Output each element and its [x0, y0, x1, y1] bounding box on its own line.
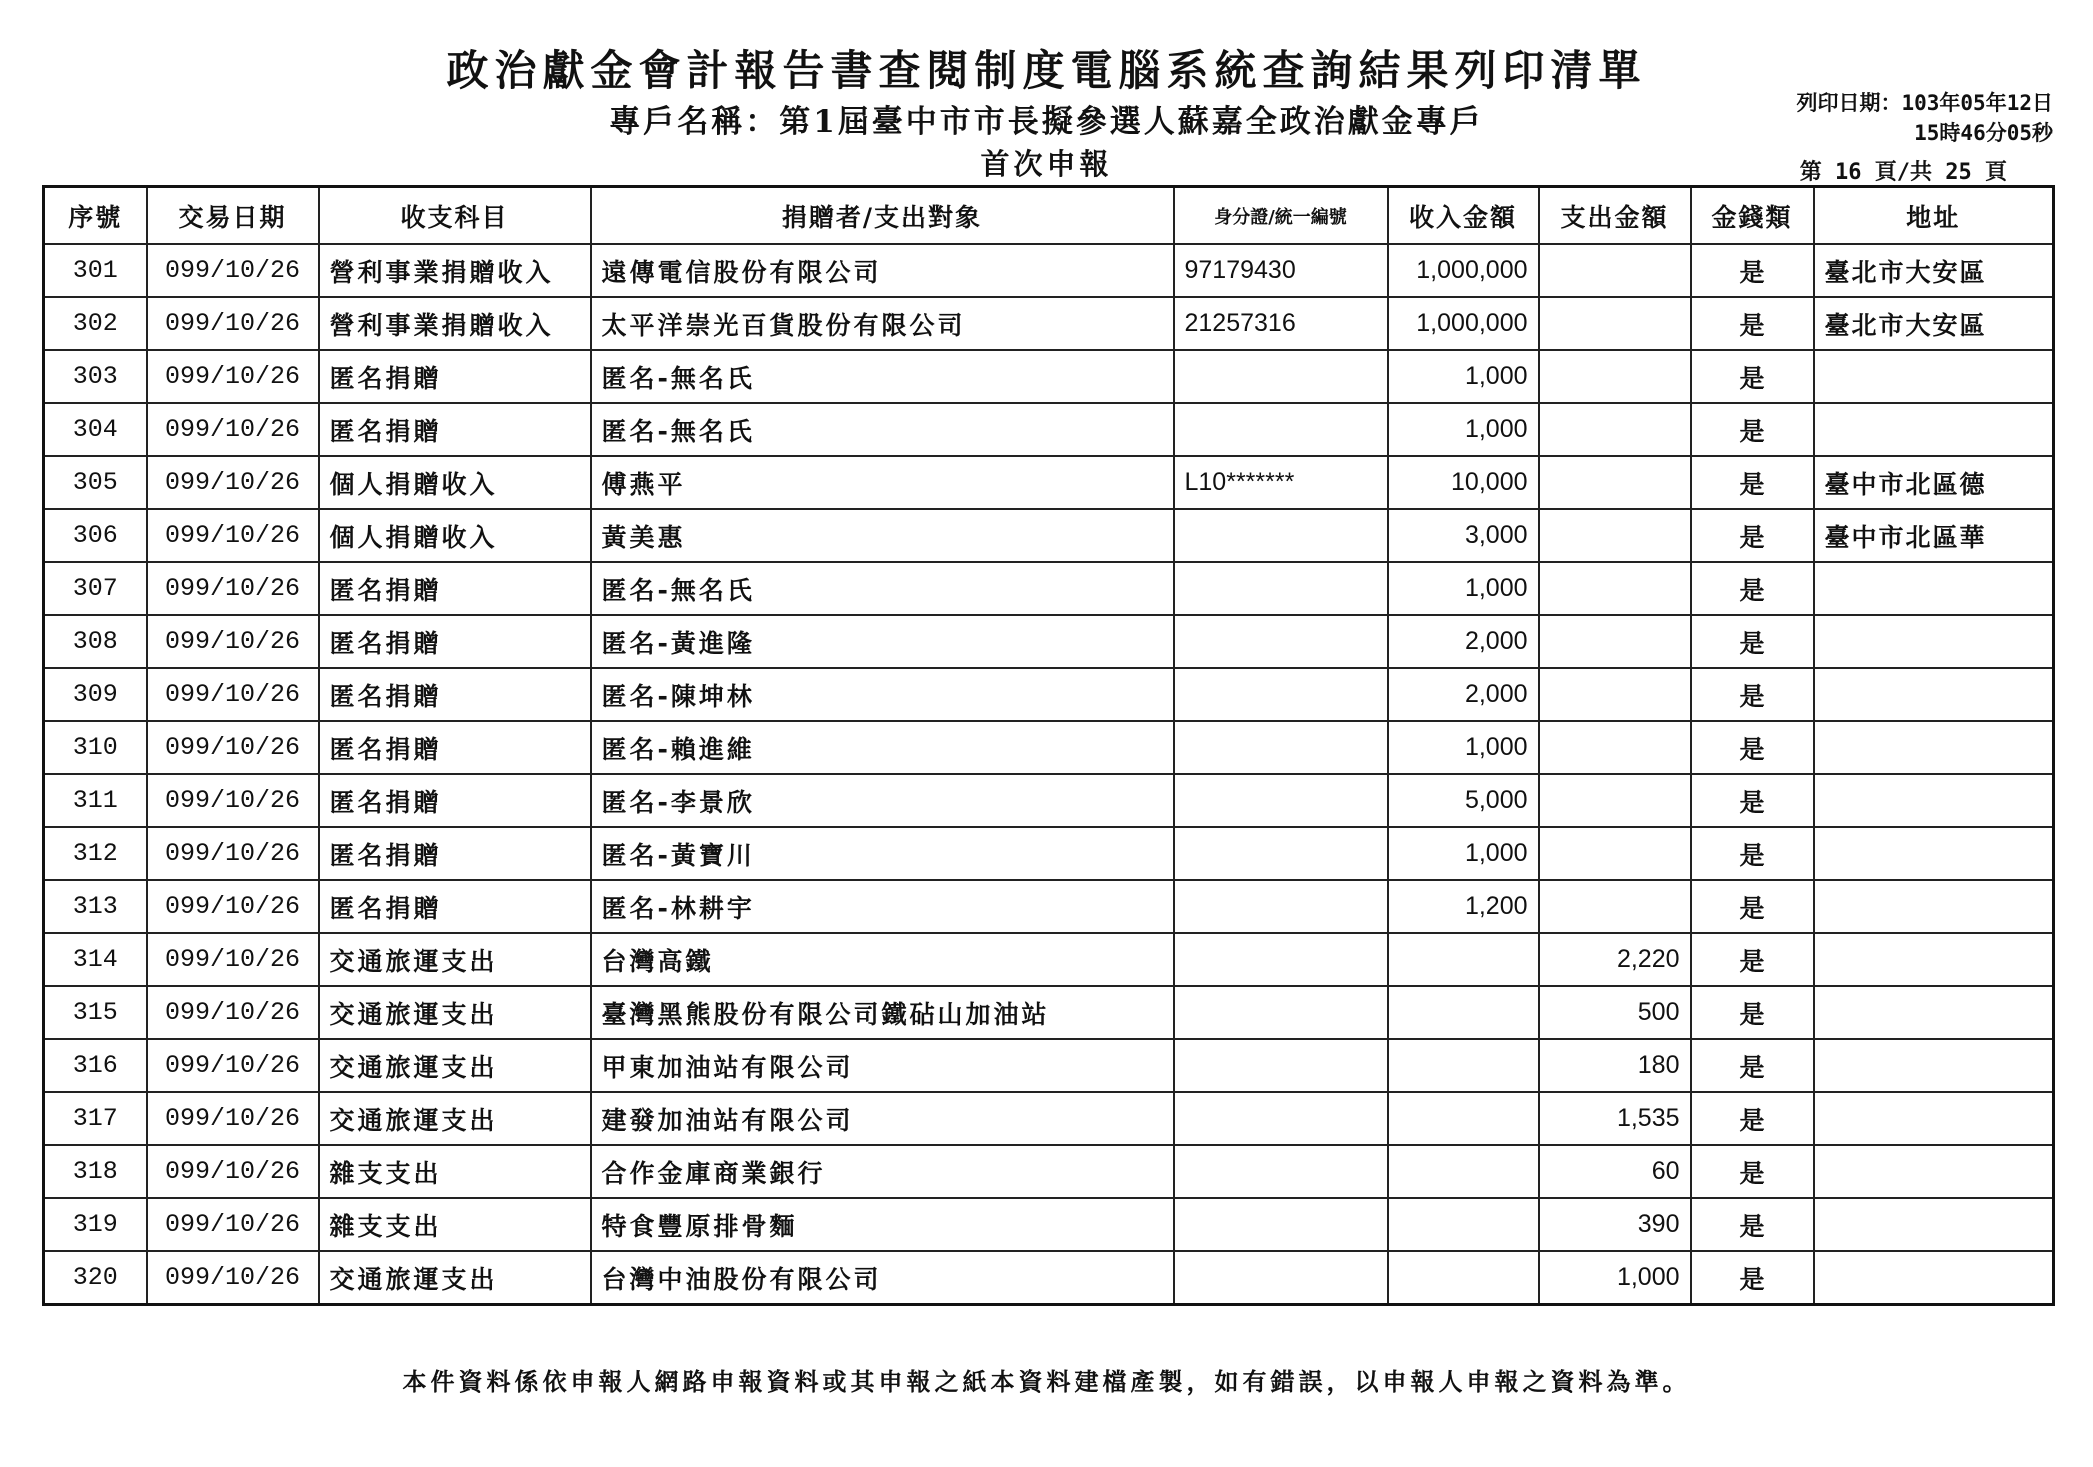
- cell-id: [1174, 827, 1388, 880]
- table-header-row: [44, 187, 2054, 245]
- cell-cash: 是: [1691, 1198, 1814, 1251]
- cell-address: [1814, 880, 2054, 933]
- cell-item: 匿名捐贈: [319, 350, 591, 403]
- cell-address: [1814, 562, 2054, 615]
- cell-cash: 是: [1691, 1251, 1814, 1305]
- cell-id: [1174, 403, 1388, 456]
- cell-date: 099/10/26: [147, 774, 319, 827]
- cell-income: 1,000: [1388, 403, 1539, 456]
- cell-date: 099/10/26: [147, 933, 319, 986]
- cell-expense: [1539, 244, 1691, 297]
- cell-income: [1388, 1145, 1539, 1198]
- cell-party: 匿名-黃寶川: [591, 827, 1174, 880]
- cell-seq: 307: [44, 562, 147, 615]
- cell-item: 匿名捐贈: [319, 403, 591, 456]
- cell-cash: 是: [1691, 615, 1814, 668]
- cell-id: [1174, 615, 1388, 668]
- cell-party: 特食豐原排骨麵: [591, 1198, 1174, 1251]
- cell-id: 21257316: [1174, 297, 1388, 350]
- cell-cash: 是: [1691, 244, 1814, 297]
- cell-date: 099/10/26: [147, 456, 319, 509]
- cell-date: 099/10/26: [147, 986, 319, 1039]
- cell-seq: 313: [44, 880, 147, 933]
- cell-seq: 301: [44, 244, 147, 297]
- cell-address: [1814, 774, 2054, 827]
- cell-date: 099/10/26: [147, 244, 319, 297]
- cell-address: [1814, 615, 2054, 668]
- footer-note: 本件資料係依申報人網路申報資料或其申報之紙本資料建檔產製，如有錯誤，以申報人申報之資料為準。: [402, 1367, 1691, 1396]
- table-row: [44, 1198, 2054, 1251]
- table-row: [44, 721, 2054, 774]
- cell-party: 臺灣黑熊股份有限公司鐵砧山加油站: [591, 986, 1174, 1039]
- cell-party: 匿名-無名氏: [591, 350, 1174, 403]
- col-header-expense: 支出金額: [1539, 187, 1691, 245]
- cell-item: 個人捐贈收入: [319, 509, 591, 562]
- cell-address: [1814, 1198, 2054, 1251]
- cell-date: 099/10/26: [147, 880, 319, 933]
- cell-id: [1174, 562, 1388, 615]
- cell-address: 臺北市大安區: [1814, 297, 2054, 350]
- report-type: 首次申報: [980, 147, 1113, 181]
- cell-item: 匿名捐贈: [319, 721, 591, 774]
- cell-expense: 1,535: [1539, 1092, 1691, 1145]
- cell-id: [1174, 1092, 1388, 1145]
- cell-income: 1,000,000: [1388, 244, 1539, 297]
- cell-id: L10*******: [1174, 456, 1388, 509]
- cell-item: 交通旅運支出: [319, 1092, 591, 1145]
- cell-income: [1388, 933, 1539, 986]
- table-row: [44, 827, 2054, 880]
- cell-address: [1814, 403, 2054, 456]
- cell-item: 營利事業捐贈收入: [319, 297, 591, 350]
- cell-cash: 是: [1691, 827, 1814, 880]
- cell-cash: 是: [1691, 1039, 1814, 1092]
- cell-seq: 303: [44, 350, 147, 403]
- cell-cash: 是: [1691, 562, 1814, 615]
- cell-party: 遠傳電信股份有限公司: [591, 244, 1174, 297]
- cell-income: 1,000: [1388, 350, 1539, 403]
- cell-party: 匿名-林耕宇: [591, 880, 1174, 933]
- cell-expense: 60: [1539, 1145, 1691, 1198]
- cell-address: [1814, 721, 2054, 774]
- table-row: [44, 1039, 2054, 1092]
- cell-party: 匿名-無名氏: [591, 403, 1174, 456]
- cell-id: [1174, 933, 1388, 986]
- cell-income: 3,000: [1388, 509, 1539, 562]
- cell-cash: 是: [1691, 1145, 1814, 1198]
- table-row: [44, 456, 2054, 509]
- cell-party: 台灣中油股份有限公司: [591, 1251, 1174, 1305]
- col-header-id: 身分證/統一編號: [1174, 187, 1388, 245]
- cell-seq: 319: [44, 1198, 147, 1251]
- cell-address: [1814, 933, 2054, 986]
- table-row: [44, 1092, 2054, 1145]
- cell-address: 臺中市北區德: [1814, 456, 2054, 509]
- col-header-item: 收支科目: [319, 187, 591, 245]
- cell-address: [1814, 827, 2054, 880]
- cell-id: [1174, 1251, 1388, 1305]
- cell-income: [1388, 1039, 1539, 1092]
- cell-id: [1174, 350, 1388, 403]
- cell-income: 10,000: [1388, 456, 1539, 509]
- cell-expense: [1539, 297, 1691, 350]
- cell-expense: [1539, 827, 1691, 880]
- cell-cash: 是: [1691, 933, 1814, 986]
- cell-seq: 315: [44, 986, 147, 1039]
- table-row: [44, 615, 2054, 668]
- cell-address: 臺北市大安區: [1814, 244, 2054, 297]
- cell-address: [1814, 668, 2054, 721]
- cell-cash: 是: [1691, 1092, 1814, 1145]
- cell-item: 交通旅運支出: [319, 1251, 591, 1305]
- col-header-seq: 序號: [44, 187, 147, 245]
- cell-date: 099/10/26: [147, 297, 319, 350]
- cell-expense: [1539, 562, 1691, 615]
- cell-cash: 是: [1691, 880, 1814, 933]
- cell-party: 匿名-無名氏: [591, 562, 1174, 615]
- table-row: [44, 350, 2054, 403]
- cell-seq: 318: [44, 1145, 147, 1198]
- cell-income: 1,200: [1388, 880, 1539, 933]
- account-name: 專戶名稱：第1屆臺中市市長擬參選人蘇嘉全政治獻金專戶: [609, 104, 1484, 140]
- cell-party: 建發加油站有限公司: [591, 1092, 1174, 1145]
- cell-expense: [1539, 615, 1691, 668]
- cell-item: 匿名捐贈: [319, 827, 591, 880]
- cell-seq: 314: [44, 933, 147, 986]
- cell-id: [1174, 509, 1388, 562]
- cell-date: 099/10/26: [147, 721, 319, 774]
- cell-date: 099/10/26: [147, 509, 319, 562]
- cell-cash: 是: [1691, 297, 1814, 350]
- cell-date: 099/10/26: [147, 1039, 319, 1092]
- cell-seq: 308: [44, 615, 147, 668]
- cell-party: 甲東加油站有限公司: [591, 1039, 1174, 1092]
- cell-item: 匿名捐贈: [319, 562, 591, 615]
- cell-expense: [1539, 880, 1691, 933]
- table-row: [44, 509, 2054, 562]
- cell-party: 匿名-李景欣: [591, 774, 1174, 827]
- cell-party: 合作金庫商業銀行: [591, 1145, 1174, 1198]
- print-date-line: 列印日期：103年05年12日: [1796, 91, 2053, 115]
- col-header-cash: 金錢類: [1691, 187, 1814, 245]
- cell-id: [1174, 774, 1388, 827]
- cell-id: [1174, 1039, 1388, 1092]
- cell-expense: 500: [1539, 986, 1691, 1039]
- print-date: [1796, 88, 2053, 148]
- cell-date: 099/10/26: [147, 827, 319, 880]
- cell-seq: 312: [44, 827, 147, 880]
- cell-cash: 是: [1691, 721, 1814, 774]
- cell-income: 1,000: [1388, 562, 1539, 615]
- cell-id: [1174, 880, 1388, 933]
- cell-party: 傅燕平: [591, 456, 1174, 509]
- cell-item: 交通旅運支出: [319, 1039, 591, 1092]
- table-row: [44, 668, 2054, 721]
- table-row: [44, 297, 2054, 350]
- cell-expense: [1539, 721, 1691, 774]
- cell-seq: 309: [44, 668, 147, 721]
- cell-income: 1,000: [1388, 721, 1539, 774]
- table-row: [44, 880, 2054, 933]
- cell-expense: 2,220: [1539, 933, 1691, 986]
- report-title: 政治獻金會計報告書查閱制度電腦系統查詢結果列印清單: [446, 46, 1647, 95]
- cell-seq: 317: [44, 1092, 147, 1145]
- cell-id: [1174, 1145, 1388, 1198]
- cell-party: 匿名-賴進維: [591, 721, 1174, 774]
- col-header-date: 交易日期: [147, 187, 319, 245]
- cell-address: [1814, 1145, 2054, 1198]
- print-time-line: 15時46分05秒: [1914, 121, 2053, 145]
- cell-cash: 是: [1691, 509, 1814, 562]
- cell-item: 雜支支出: [319, 1145, 591, 1198]
- cell-cash: 是: [1691, 986, 1814, 1039]
- cell-income: 2,000: [1388, 615, 1539, 668]
- cell-income: [1388, 1251, 1539, 1305]
- cell-id: [1174, 668, 1388, 721]
- cell-seq: 306: [44, 509, 147, 562]
- cell-income: 2,000: [1388, 668, 1539, 721]
- cell-id: [1174, 1198, 1388, 1251]
- col-header-party: 捐贈者/支出對象: [591, 187, 1174, 245]
- cell-expense: [1539, 774, 1691, 827]
- cell-item: 雜支支出: [319, 1198, 591, 1251]
- cell-seq: 310: [44, 721, 147, 774]
- cell-date: 099/10/26: [147, 615, 319, 668]
- cell-income: [1388, 1198, 1539, 1251]
- table-row: [44, 244, 2054, 297]
- cell-expense: [1539, 456, 1691, 509]
- cell-expense: 1,000: [1539, 1251, 1691, 1305]
- cell-item: 匿名捐贈: [319, 774, 591, 827]
- cell-item: 匿名捐贈: [319, 615, 591, 668]
- cell-cash: 是: [1691, 456, 1814, 509]
- cell-address: [1814, 986, 2054, 1039]
- cell-income: [1388, 986, 1539, 1039]
- cell-party: 太平洋崇光百貨股份有限公司: [591, 297, 1174, 350]
- cell-seq: 320: [44, 1251, 147, 1305]
- col-header-address: 地址: [1814, 187, 2054, 245]
- cell-date: 099/10/26: [147, 1251, 319, 1305]
- cell-item: 營利事業捐贈收入: [319, 244, 591, 297]
- cell-address: [1814, 350, 2054, 403]
- cell-address: [1814, 1251, 2054, 1305]
- cell-id: [1174, 986, 1388, 1039]
- cell-party: 匿名-陳坤林: [591, 668, 1174, 721]
- page-number: 第 16 頁/共 25 頁: [1799, 160, 2007, 185]
- table-row: [44, 403, 2054, 456]
- cell-date: 099/10/26: [147, 1145, 319, 1198]
- table-body: [44, 244, 2054, 1305]
- cell-item: 匿名捐贈: [319, 880, 591, 933]
- cell-id: 97179430: [1174, 244, 1388, 297]
- cell-party: 匿名-黃進隆: [591, 615, 1174, 668]
- cell-item: 交通旅運支出: [319, 933, 591, 986]
- cell-date: 099/10/26: [147, 1092, 319, 1145]
- cell-expense: 390: [1539, 1198, 1691, 1251]
- table-row: [44, 562, 2054, 615]
- cell-income: [1388, 1092, 1539, 1145]
- table-row: [44, 1145, 2054, 1198]
- cell-address: [1814, 1039, 2054, 1092]
- table-row: [44, 774, 2054, 827]
- cell-item: 個人捐贈收入: [319, 456, 591, 509]
- cell-seq: 316: [44, 1039, 147, 1092]
- table-row: [44, 1251, 2054, 1305]
- ledger-table: [42, 185, 2055, 1306]
- cell-date: 099/10/26: [147, 403, 319, 456]
- cell-income: 1,000,000: [1388, 297, 1539, 350]
- cell-party: 黃美惠: [591, 509, 1174, 562]
- cell-date: 099/10/26: [147, 668, 319, 721]
- col-header-income: 收入金額: [1388, 187, 1539, 245]
- cell-expense: [1539, 350, 1691, 403]
- cell-date: 099/10/26: [147, 350, 319, 403]
- cell-income: 1,000: [1388, 827, 1539, 880]
- cell-expense: 180: [1539, 1039, 1691, 1092]
- cell-cash: 是: [1691, 403, 1814, 456]
- cell-expense: [1539, 403, 1691, 456]
- cell-item: 交通旅運支出: [319, 986, 591, 1039]
- cell-seq: 311: [44, 774, 147, 827]
- table-row: [44, 933, 2054, 986]
- cell-party: 台灣高鐵: [591, 933, 1174, 986]
- cell-date: 099/10/26: [147, 562, 319, 615]
- cell-seq: 305: [44, 456, 147, 509]
- cell-income: 5,000: [1388, 774, 1539, 827]
- cell-seq: 304: [44, 403, 147, 456]
- cell-id: [1174, 721, 1388, 774]
- cell-cash: 是: [1691, 774, 1814, 827]
- cell-item: 匿名捐贈: [319, 668, 591, 721]
- cell-date: 099/10/26: [147, 1198, 319, 1251]
- cell-address: [1814, 1092, 2054, 1145]
- cell-expense: [1539, 668, 1691, 721]
- table-row: [44, 986, 2054, 1039]
- cell-address: 臺中市北區華: [1814, 509, 2054, 562]
- cell-expense: [1539, 509, 1691, 562]
- cell-cash: 是: [1691, 668, 1814, 721]
- cell-cash: 是: [1691, 350, 1814, 403]
- cell-seq: 302: [44, 297, 147, 350]
